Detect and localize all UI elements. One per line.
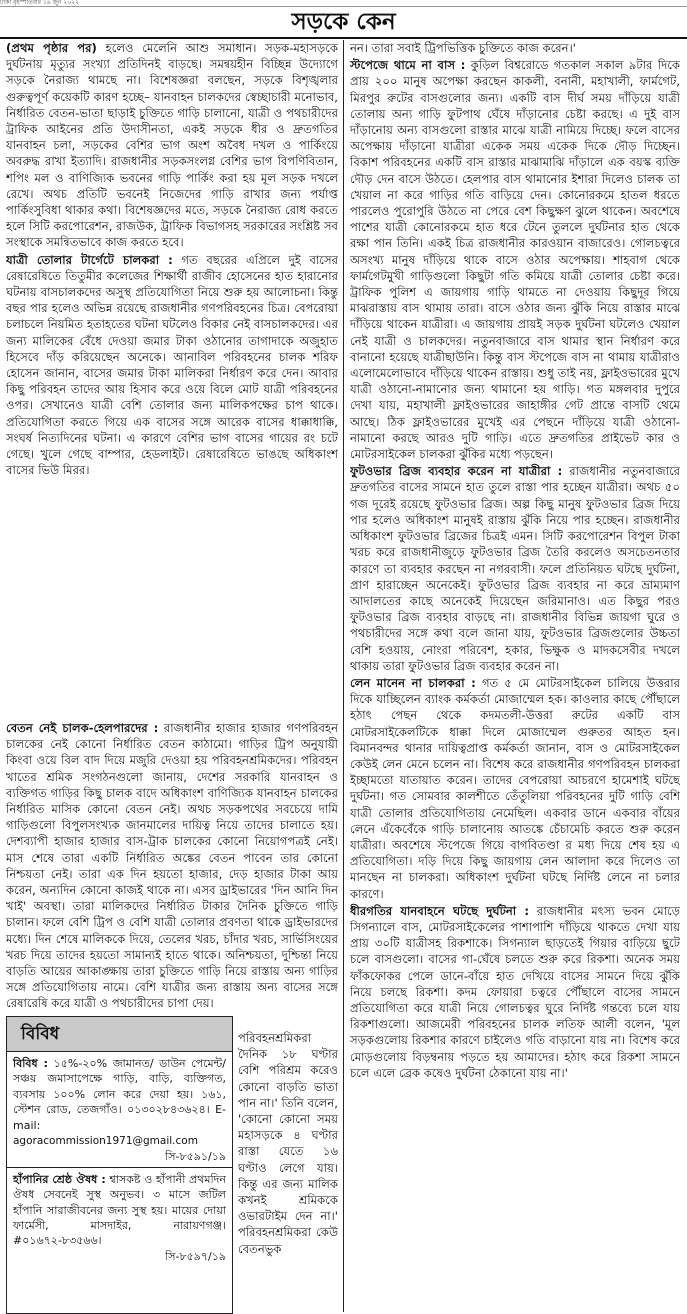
section-bus-stoppage (350, 57, 680, 462)
ad-email[interactable]: agoracommission1971@gmail.com (13, 1135, 198, 1148)
classified-ad-asthma (7, 1168, 232, 1266)
classifieds-title: বিবিধ (7, 1017, 232, 1052)
section-text: কুড়িল বিশ্বরোডে গতকাল সকাল ৯টার দিকে প্রায় ২০০ মানুষ অপেক্ষা করছেন কাকলী, বনানী, মহাখালী, ফার্মগেট, মিরপুর রুটের বাসগুলোর জন্য। একটি বাস দীর্ঘ সময় দাঁড়িয়ে যাত্রী তোলায় অন্য গাড়ি ফুটপাথ ঘেঁষে দাঁড়ানোর চেষ্টা করছে। এ দুই বাস দাঁড়ানোয় অন্য বাসগুলো রাস্তার মাঝে যাত্রী নামিয়ে দিচ্ছে। ফলে বাসের অপেক্ষায় দাঁড়ানো যাত্রীরা একেক সময় একেক দিকে দৌড় দিচ্ছেন। বিকাশ পরিবহনের একটি বাস রাস্তার মাঝামাঝি দাঁড়ালে এক বয়স্ক ব্যক্তি দৌড় দেন বাসে উঠতে। হেলপার বাস থামানোর ইশারা দিলেও চালক তা খেয়াল না করে গাড়ির গতি বাড়িয়ে দেন। কোনোরকমে হাতল ধরতে পারলেও পুরোপুরি উঠতে না পেরে বেশ কিছুক্ষণ ঝুলে থাকেন। অবশেষে পাশের যাত্রী কোনোরকমে হাত ধরে টেনে তুললে দুর্ঘটনার হাত থেকে রক্ষা পান তিনি। একই চিত্র রাজধানীর কারওয়ান বাজারেও। গোলচত্বরে অসংখ্য মানুষ দাঁড়িয়ে থাকে বাসে ওঠার অপেক্ষায়। শাহবাগ থেকে ফার্মগেটমুখী গাড়িগুলো কিছুটা গতি কমিয়ে যাত্রী তোলার চেষ্টা করে। ট্রাফিক পুলিশ এ জায়গায় গাড়ি থামতে না দেওয়ায় কিছুদূর গিয়ে মাঝরাস্তায় বাস থামায় তারা। বাসে ওঠার জন্য ঝুঁকি নিয়ে রাস্তার মাঝে দাঁড়িয়ে থাকেন যাত্রীরা। এ জায়গায় প্রায়ই সড়ক দুর্ঘটনা ঘটলেও খেয়াল নেই যাত্রী ও চালকদের। নতুনবাজারে বাস থামার স্থান নির্ধারণ করে বানানো হয়েছে যাত্রীছাউনি। কিন্তু বাস স্টপেজে বাস না থামায় যাত্রীরাও এলোমেলোভাবে দাঁড়িয়ে থাকেন রাস্তায়। শুধু তাই নয়, ফ্লাইওভারের মুখে যাত্রী ওঠানো-নামানোর জন্য থামানো হয় গাড়ি। গত মঙ্গলবার দুপুরে দেখা যায়, মহাখালী ফ্লাইওভারের জাহাঙ্গীর গেট প্রান্তে বাসটি থেমে আছে। ঠিক ফ্লাইওভারের মুখেই এর পেছনে দাঁড়িয়ে যাত্রী ওঠানো-নামানো করছে আরও দুটি গাড়ি। এতে দ্রুতগতির প্রাইভেট কার ও মোটরসাইকেল চালকরা ঝুঁকির মধ্যে পড়ছেন। (350, 58, 680, 462)
section-slow-vehicles (350, 903, 680, 1081)
page-title: সড়কে কেন (291, 9, 396, 35)
ad-text: ১৫%-২০% জামানত/ ডাউন পেমেন্ট/ সঞ্চয় জমাসাপেক্ষে গাড়ি, বাড়ি, ব্যক্তিগত, ব্যবসায় ১০০% লোন করে দেয়া হয়। ১৬১, স্টেশন রোড, তেজগাঁও। ০১৩০২৮৪৩৬২৪। E-mail: (13, 1057, 227, 1132)
ad-heading: বিবিধ : (13, 1057, 49, 1070)
ad-text: শ্বাসকষ্ট ও হাঁপানী প্রথমদিন ঔষধ সেবনেই সুস্থ অনুভব। ৩ মাসে জটিল হাঁপানি সারাজীবনের জন্য সুস্থ হয়। মায়ের দোয়া ফার্মেসী, মাসদাইর, নারায়ণগঞ্জ।#০১৬৭২-৮৩৫৬৬। (13, 1172, 226, 1248)
article-narrow-column: পরিবহনশ্রমিকরা দৈনিক ১৮ ঘণ্টার বেশি পরিশ্রম করেও কোনো বাড়তি ভাতা পান না।' তিনি বলেন, 'কোনো কোনো সময় মহাসড়কে ৪ ঘণ্টার রাস্তা যেতে ১৬ ঘণ্টাও লেগে যায়। কিন্তু এর জন্য মালিক কখনই শ্রমিককে ওভারটাইম দেন না।' পরিবহনশ্রমিকরা কেউ বেতনভুক (238, 1031, 338, 1256)
column-divider (343, 40, 344, 1312)
section-text: রাজধানীর মৎস্য ভবন মোড়ে সিগন্যালে বাস, মোটরসাইকেলের পাশাপাশি দাঁড়িয়ে থাকতে দেখা যায় প্রায় ৩০টি যাত্রীসহ রিকশাকে। সিগন্যাল ছাড়তেই গিয়ার বাড়িয়ে ছুটে চলে বাসগুলো। বাসের গা-ঘেঁষে চলতে শুরু করে রিকশা। অনেক সময় ফাঁকফোকর পেলে ডানে-বাঁয়ে হাত দেখিয়ে বাসের সামনে দিয়ে ঝুঁকি নিয়ে চলছে রিকশা। কদম ফোয়ারা চত্বরে পৌঁছালে বাসের সামনে প্রতিযোগিতা করে যাত্রী নিয়ে গোলচত্বর ঘুরে নির্দিষ্ট গন্তব্যে চলে যায় রিকশাগুলো। আজমেরী পরিবহনের চালক লতিফ আলী বলেন, 'মূল সড়কগুলোয় রিকশার কারণে চাইলেও গতি বাড়ানো যায় না। বিশেষ করে মোড়গুলোয় বিড়ম্বনায় পড়তে হয় আমাদের। হঠাৎ করে রিকশা সামনে চলে এলে ব্রেক কষেও দুর্ঘটনা ঠেকানো যায় না।' (350, 903, 680, 1080)
continued-from-label: (প্রথম পৃষ্ঠার পর) (6, 41, 97, 55)
section-heading: ধীরগতির যানবাহনে ঘটছে দুর্ঘটনা : (350, 903, 529, 918)
ad-heading: হাঁপানির শ্রেষ্ঠ ঔষধ : (13, 1172, 106, 1186)
article-column-1 (6, 40, 338, 720)
section-heading: স্টপেজে থামে না বাস : (350, 58, 466, 73)
section-heading: ফুটওভার ব্রিজ ব্যবহার করেন না যাত্রীরা : (350, 464, 563, 479)
ad-code: সি-৮৫৯১/১৯ (165, 1150, 226, 1164)
section-passenger-target (6, 252, 338, 479)
article-column-1-lower (6, 720, 338, 1010)
section-heading: লেন মানেন না চালকরা : (350, 675, 476, 690)
ad-code: সি-৮৫৯৭/১৯ (165, 1249, 226, 1263)
section-text: গত ৫ মে মোটরসাইকেল চালিয়ে উত্তরার দিকে যাচ্ছিলেন ব্যাংক কর্মকর্তা মোজাম্মেল হক। কাওলার কাছে পৌঁছালে হঠাৎ পেছন থেকে কদমতলী-উত্তরা রুটের একটি বাস মোটরসাইকেলটিকে ধাক্কা দিলে মোজাম্মেল গুরুতর আহত হন। বিমানবন্দর থানার দায়িত্বপ্রাপ্ত কর্মকর্তা জানান, বাস ও মোটরসাইকেল কেউই লেন মেনে চলেন না। বিশেষ করে রাজধানীর গণপরিবহন চালকরা ইচ্ছামতো যাতায়াত করেন। তাদের বেপরোয়া আচরণে হামেশাই ঘটছে দুর্ঘটনা। গত সোমবার কালশীতে তেঁতুলিয়া পরিবহনের দুটি গাড়ি বেশি যাত্রী তোলার প্রতিযোগিতায় নেমেছিল। একবার ডানে একবার বাঁয়ের লেনে এঁকেবেঁকে গাড়ি চালানোয় আতঙ্কে চেঁচামেচি করতে শুরু করেন যাত্রীরা। অবশেষে স্টপেজে গিয়ে বাগবিতণ্ডা র মধ্য দিয়ে শেষ হয় এ প্রতিযোগিতা। দড়ি দিয়ে কিছু জায়গায় লেন আলাদা করে দিলেও তা মানছেন না চালকরা। অধিকাংশ দুর্ঘটনা ঘটছে নির্দিষ্ট লেনে না চলার কারণে। (350, 675, 680, 901)
classifieds-box (6, 1016, 233, 1314)
classified-ad-loan (7, 1052, 232, 1168)
section-heading: যাত্রী তোলার টার্গেটে চালকরা : (6, 252, 173, 267)
section-lane (350, 675, 680, 902)
section-text: গত বছরের এপ্রিলে দুই বাসের রেষারেষিতে তিতুমীর কলেজের শিক্ষার্থী রাজীব হোসেনের হাত হারানোর ঘটনায় বাসচালকদের অসুস্থ প্রতিযোগিতা নিয়ে শুরু হয় আলোচনা। কিন্তু বছর পার হলেও অভিন্ন রয়েছে রাজধানীর গণপরিবহনের চিত্র। বেপরোয়া চলাচলে নিয়মিত হতাহতের ঘটনা ঘটলেও বিকার নেই বাসচালকদের। এর জন্য মালিকের বেঁধে দেওয়া জমার টাকা ওঠানোর তাগাদাকে অজুহাত হিসেবে দাঁড় করিয়েছেন অনেকে। আনাবিল পরিবহনের চালক শরিফ হোসেন জানান, বাসের জমার টাকা মালিকরা নির্ধারণ করে দেন। আবার কিছু পরিবহন তাদের আয় হিসাব করে ওয়ে বিলে মোট যাত্রী পরিবহনের ওপর। সেখানেও যাত্রী বেশি তোলার জন্য মালিকপক্ষের চাপ থাকে। প্রতিযোগিতা করতে গিয়ে এক বাসের সঙ্গে আরেক বাসের ধাক্কাধাক্কি, সংঘর্ষ নিত্যদিনের ঘটনা। এ কারণে বেশির ভাগ বাসের গায়ের রং চটে গেছে। খুলে গেছে বাম্পার, হেডলাইট। রেষারেষিতে ভাঙছে অধিকাংশ বাসের ভিউ মিরর। (6, 252, 338, 478)
continued-paragraph: নন। তারা সবাই ট্রিপভিত্তিক চুক্তিতে কাজ করেন।' (350, 41, 576, 55)
section-no-salary (6, 720, 338, 1010)
intro-paragraph (6, 40, 338, 251)
page-header (0, 7, 687, 39)
section-text: রাজধানীর নতুনবাজারে দ্রুতগতির বাসের সামনে হাত তুলে রাস্তা পার হচ্ছেন যাত্রীরা। অথচ ৫০ গজ দূরেই রয়েছে ফুটওভার ব্রিজ। অল্প কিছু মানুষ ফুটওভার ব্রিজ দিয়ে পার হলেও অধিকাংশ মানুষই রাস্তায় ঝুঁকি নিয়ে পার হচ্ছেন। রাজধানীর অধিকাংশ ফুটওভার ব্রিজের চিত্রই এমন। সিটি করপোরেশন বিপুল টাকা খরচ করে রাজধানীজুড়ে ফুটওভার ব্রিজ তৈরি করলেও অসচেতনতার কারণে তা ব্যবহার করছেন না নগরবাসী। ফলে প্রতিনিয়ত ঘটছে দুর্ঘটনা, প্রাণ হারাচ্ছেন অনেকেই। ফুটওভার ব্রিজ ব্যবহার না করে ভ্রাম্যমাণ আদালতের কাছে অনেকেই দিয়েছেন জরিমানাও। এত কিছুর পরও ফুটওভার ব্রিজ ব্যবহার বাড়ছে না। রাজধানীর বিভিন্ন জায়গা ঘুরে ও পথচারীদের সঙ্গে কথা বলে জানা যায়, ফুটওভার ব্রিজগুলোর উচ্চতা বেশি হওয়ায়, নোংরা পরিবেশ, হকার, ভিক্ষুক ও মাদকসেবীর দখলে থাকায় তারা ফুটওভার ব্রিজ ব্যবহার করেন না। (350, 464, 680, 673)
section-footover-bridge (350, 463, 680, 674)
section-text: রাজধানীর হাজার হাজার গণপরিবহন চালকের নেই কোনো নির্ধারিত বেতন কাঠামো। গাড়ির ট্রিপ অনুযায়ী কিংবা ওয়ে বিল বাদ দিয়ে মজুরি দেওয়া হয় পরিবহনশ্রমিকদের। পরিবহন খাতের শ্রমিক সংগঠনগুলো জানায়, দেশের সরকারি যানবাহন ও ব্যক্তিগত গাড়ির কিছু চালক বাদে অধিকাংশ বাণিজ্যিক যানবাহন চালকের নির্ধারিত মাসিক কোনো বেতন নেই। অথচ সড়কপথের সবচেয়ে দামি গাড়িগুলো বিপুলসংখ্যক জানমালের দায়িত্ব নিয়ে তাদের চালাতে হয়। দেশব্যাপী হাজার হাজার বাস-ট্রাক চালকের কোনো নিয়োগপত্রই নেই। মাস শেষে তারা একটি নির্ধারিত অঙ্কের বেতন পাবেন তার কোনো নিশ্চয়তা নেই। তারা এক দিন হয়তো হাজার, দেড় হাজার টাকা আয় করেন, অন্যদিন কোনো কাজই থাকে না। এসব ড্রাইভারের 'দিন আনি দিন খাই' অবস্থা। তারা মালিকদের নির্ধারিত টাকার দৈনিক চুক্তিতে গাড়ি চালান। ফলে বেশি ট্রিপ ও বেশি যাত্রী তোলার প্রবণতা থাকে ড্রাইভারদের মধ্যে। দিন শেষে মালিককে দিয়ে, তেলের খরচ, চাঁদার খরচ, সার্ভিসিংয়ের খরচ দিয়ে তাদের হয়তো সামান্যই হাতে থাকে। অনিশ্চয়তা, দুশ্চিন্তা নিয়ে বাড়তি আয়ের আকাঙ্ক্ষায় তারা চুক্তিতে গাড়ি নিয়ে রাস্তায় অন্য গাড়ির সঙ্গে প্রতিযোগিতায় নামে। বেশি যাত্রীর জন্য রাস্তায় অন্য বাসের সঙ্গে রেষারেষি করে যাত্রী ও পথচারীদের চাপা দেয়। (6, 721, 338, 1010)
article-column-2 (350, 40, 680, 1310)
section-heading: বেতন নেই চালক-হেলপারদের : (6, 721, 159, 735)
top-strip: ঢাকা বৃহস্পতিবার ১৬ জুন ২০২২ (0, 0, 687, 7)
intro-text: হলেও মেলেনি আশু সমাধান। সড়ক-মহাসড়কে দুর্ঘটনায় মৃত্যুর সংখ্যা প্রতিদিনই বাড়ছে। সমন্বয়হীন বিচ্ছিন্ন উদ্যোগে সড়কে নৈরাজ্য থামছে না। বিশেষজ্ঞরা বলছেন, সড়কে বিশৃঙ্খলার গুরুত্বপূর্ণ কয়েকটি কারণ হচ্ছে– যানবাহন চালকদের স্বেচ্ছাচারী মনোভাব, নির্ধারিত বেতন-ভাতা ছাড়াই চুক্তিতে গাড়ি চালানো, যাত্রী ও পথচারীদের ট্রাফিক আইনের প্রতি উদাসীনতা, একই সড়কে ধীর ও দ্রুতগতির যানবাহন চলা, সড়কের বেশির ভাগ অংশ অবৈধ দখল ও পার্কিংয়ে অবরুদ্ধ রাখা ইত্যাদি। রাজধানীর সড়কসংলগ্ন বেশির ভাগ বিপণিবিতান, শপিং মল ও বাণিজ্যিক ভবনের গাড়ি পার্কিং করা হয় মূল সড়ক দখলে রেখে। অথচ প্রতিটি ভবনেই নিজেদের গাড়ি রাখার জন্য পর্যাপ্ত পার্কিংসুবিধা থাকার কথা। বিশেষজ্ঞদের মতে, সড়কে নৈরাজ্য রোধ করতে হলে সিটি করপোরেশন, রাজউক, ট্রাফিক বিভাগসহ সরকারের সংশ্লিষ্ট সব সংস্থাকে সমন্বিতভাবে কাজ করতে হবে। (6, 41, 338, 250)
